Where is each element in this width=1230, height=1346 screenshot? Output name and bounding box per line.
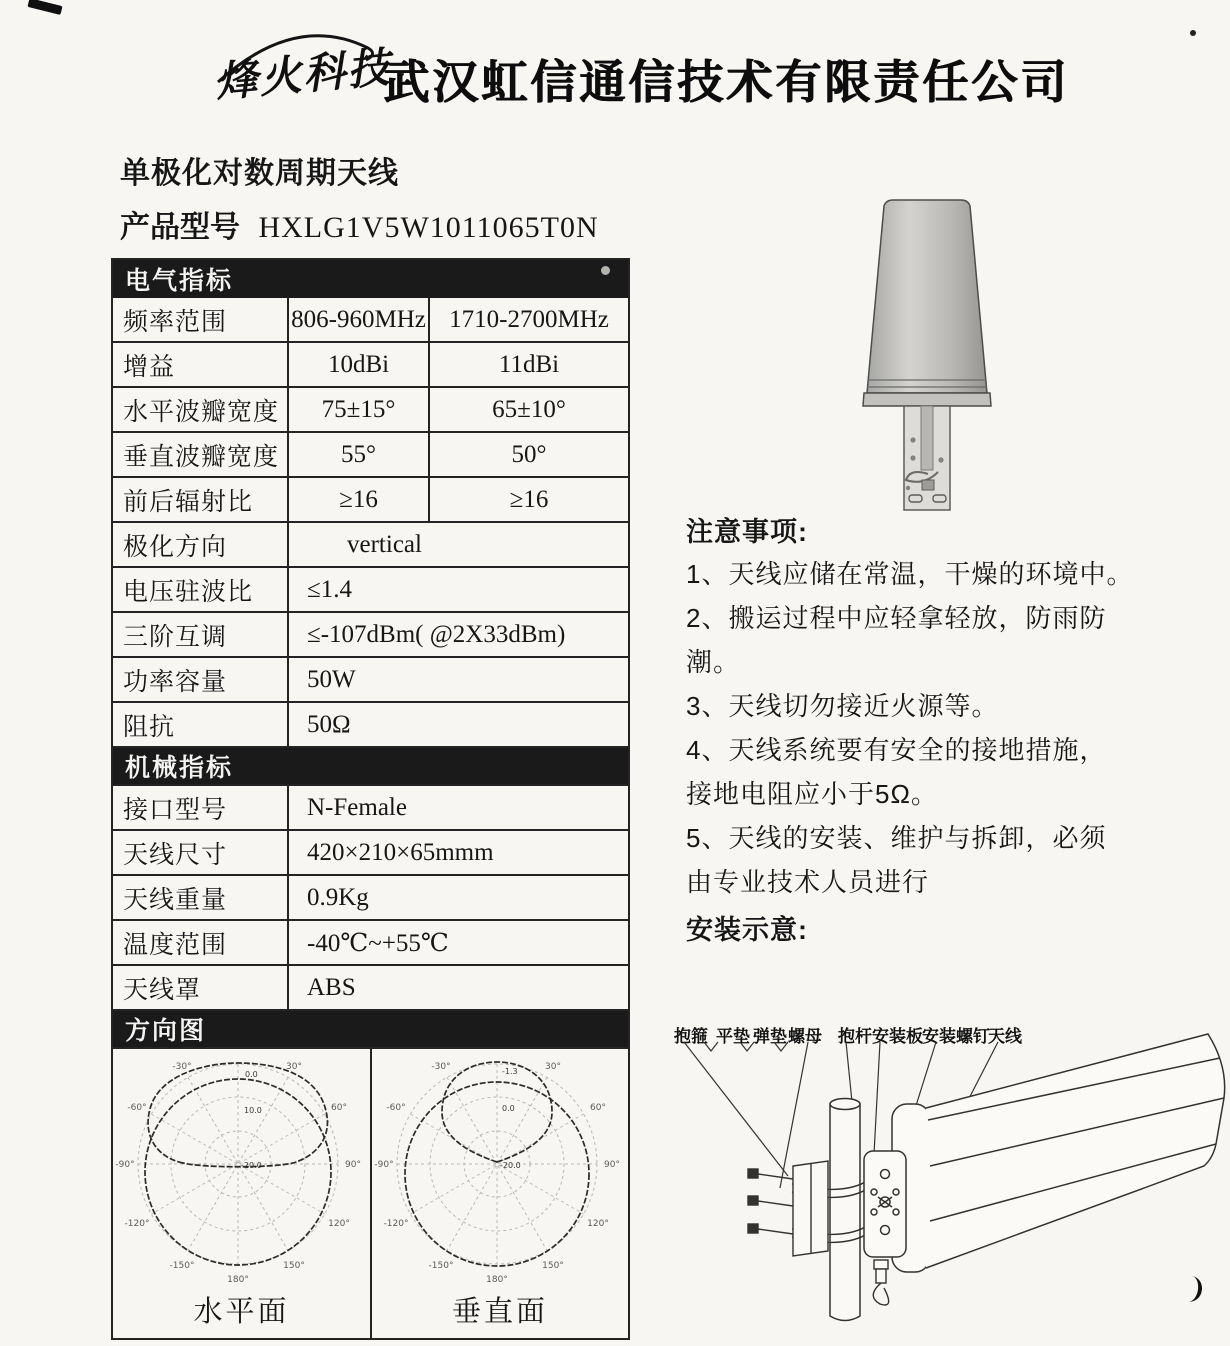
spec-row [113,476,628,521]
antenna-bracket [904,406,950,510]
angle-label: -30° [172,1062,192,1072]
spec-value: ABS [287,966,628,1009]
spec-label: 阻抗 [123,712,176,741]
diagram-label-mount-plate: 安装板 [872,1027,923,1046]
angle-label: -90° [374,1160,394,1170]
spec-value: 0.9Kg [287,876,628,919]
pattern-header-text: 方向图 [125,1017,207,1045]
spec-row [113,566,628,611]
diagram-label-pole: 抱杆 [838,1027,872,1046]
angle-label: 150° [542,1261,564,1271]
spec-row [113,431,628,476]
spec-value: -40℃~+55℃ [287,921,628,964]
note-line: 由专业技术人员进行 [686,867,930,897]
scan-artifact-dot [1190,30,1196,36]
ring-label: -20.0 [500,1161,521,1170]
spec-table [111,258,630,1340]
note-line: 1、天线应储在常温，干燥的环境中。 [686,559,1134,589]
angle-label: 60° [590,1103,606,1113]
angle-label: -150° [428,1261,454,1271]
product-model-line [120,202,599,246]
spec-value: vertical [287,523,628,566]
spec-value: 50W [287,658,628,701]
diagram-label-nut: 螺母 [788,1027,822,1046]
spec-label: 温度范围 [123,930,228,959]
note-line: 2、搬运过程中应轻拿轻放，防雨防 [686,603,1107,633]
install-diagram-drawing [668,1016,1230,1346]
electrical-header-text: 电气指标 [125,267,234,295]
spec-label: 频率范围 [123,307,228,336]
spec-label: 天线重量 [123,885,228,914]
vertical-pattern-plot [372,1049,630,1291]
spec-row [113,874,628,919]
note-line: 3、天线切勿接近火源等。 [686,691,999,721]
spec-value: 420×210×65mmm [287,831,628,874]
ring-label: 0.0 [502,1104,515,1113]
angle-label: 120° [328,1219,350,1229]
angle-label: -60° [127,1103,147,1113]
spec-value-low-band: 75±15° [287,388,428,431]
antenna-wedge [892,1034,1225,1272]
spec-row [113,784,628,829]
spec-value-low-band: 55° [287,433,428,476]
company-name: 武汉虹信通信技术有限责任公司 [383,56,1069,108]
note-line: 5、天线的安装、维护与拆卸，必须 [686,823,1107,853]
mechanical-header-text: 机械指标 [125,754,234,782]
angle-label: -120° [124,1219,150,1229]
vertical-pattern-cell [370,1049,628,1338]
horizontal-pattern-cell [113,1049,370,1338]
angle-label: 180° [486,1275,508,1285]
spec-label: 前后辐射比 [123,487,254,516]
model-label: 产品型号 [120,211,240,244]
notes-list [686,552,1166,904]
spec-value: ≤1.4 [287,568,628,611]
spec-row [113,611,628,656]
spec-value-high-band: 11dBi [428,343,628,386]
spec-label: 天线罩 [123,975,202,1004]
angle-label: 120° [587,1219,609,1229]
pattern-plots-row [113,1047,628,1338]
spec-row [113,341,628,386]
product-title: 单极化对数周期天线 [120,157,399,190]
angle-label: 30° [286,1062,302,1072]
diagram-label-hoop: 抱箍 [674,1027,708,1046]
antenna-product-image [840,190,1140,520]
electrical-section-header [113,260,628,298]
ring-label: -20.0 [241,1161,262,1170]
polar-ring-labels [500,1067,521,1170]
spec-value-high-band: 1710-2700MHz [428,298,628,341]
spec-label: 垂直波瓣宽度 [123,442,280,471]
horizontal-pattern-plot [113,1049,370,1291]
print-speck [601,266,610,275]
mechanical-section-header [113,746,628,784]
model-value: HXLG1V5W1011065T0N [258,211,599,244]
spec-label: 水平波瓣宽度 [123,397,280,426]
angle-label: -120° [383,1219,409,1229]
install-title: 安装示意: [686,915,808,945]
spec-row [113,919,628,964]
spec-value-low-band: 10dBi [287,343,428,386]
ring-label: -1.3 [502,1067,518,1076]
note-line: 接地电阻应小于5Ω。 [686,779,938,809]
mounting-plate [864,1151,906,1257]
pattern-section-header [113,1009,628,1047]
spec-label: 增益 [123,352,176,381]
plot-caption-vertical: 垂直面 [451,1296,548,1328]
spec-row [113,829,628,874]
angle-label: 30° [545,1062,561,1072]
mounting-pole [830,1099,860,1321]
feed-connector [873,1260,888,1305]
spec-value-low-band: ≥16 [287,478,428,521]
notes-title: 注意事项: [686,517,808,547]
spec-row [113,298,628,341]
angle-label: 150° [283,1261,305,1271]
plot-caption-horizontal: 水平面 [193,1296,290,1328]
spec-value: 50Ω [287,703,628,746]
angle-label: 60° [331,1103,347,1113]
ring-label: 0.0 [245,1070,258,1079]
antenna-radome [863,200,991,406]
spec-value-high-band: ≥16 [428,478,628,521]
diagram-label-flat-washer: 平垫 [716,1027,750,1046]
spec-row [113,386,628,431]
scan-artifact-top-left [27,0,62,15]
spec-row [113,701,628,746]
note-line: 潮。 [686,647,741,677]
angle-label: 90° [345,1160,361,1170]
polar-ring-labels [241,1070,262,1170]
spec-value-low-band: 806-960MHz [287,298,428,341]
spec-value-high-band: 50° [428,433,628,476]
spec-value: ≤-107dBm( @2X33dBm) [287,613,628,656]
spec-value-high-band: 65±10° [428,388,628,431]
diagram-label-spring-washer: 弹垫 [753,1027,787,1046]
spec-label: 接口型号 [123,795,228,824]
diagram-label-antenna: 天线 [988,1027,1022,1046]
angle-label: -30° [431,1062,451,1072]
spec-label: 极化方向 [123,532,228,561]
angle-label: -90° [115,1160,135,1170]
ring-label: 10.0 [244,1106,262,1115]
note-line: 4、天线系统要有安全的接地措施， [686,735,1107,765]
spec-label: 天线尺寸 [123,840,228,869]
diagram-label-mount-screws: 安装螺钉 [922,1027,990,1046]
angle-label: 90° [604,1160,620,1170]
company-logo: 烽火科技 [213,42,394,107]
spec-row [113,521,628,566]
spec-label: 功率容量 [123,667,228,696]
angle-label: 180° [227,1275,249,1285]
angle-label: -150° [169,1261,195,1271]
angle-label: -60° [386,1103,406,1113]
spec-label: 电压驻波比 [123,577,254,606]
spec-label: 三阶互调 [123,622,228,651]
spec-row [113,964,628,1009]
spec-value: N-Female [287,786,628,829]
spec-row [113,656,628,701]
install-diagram [668,1016,1230,1346]
